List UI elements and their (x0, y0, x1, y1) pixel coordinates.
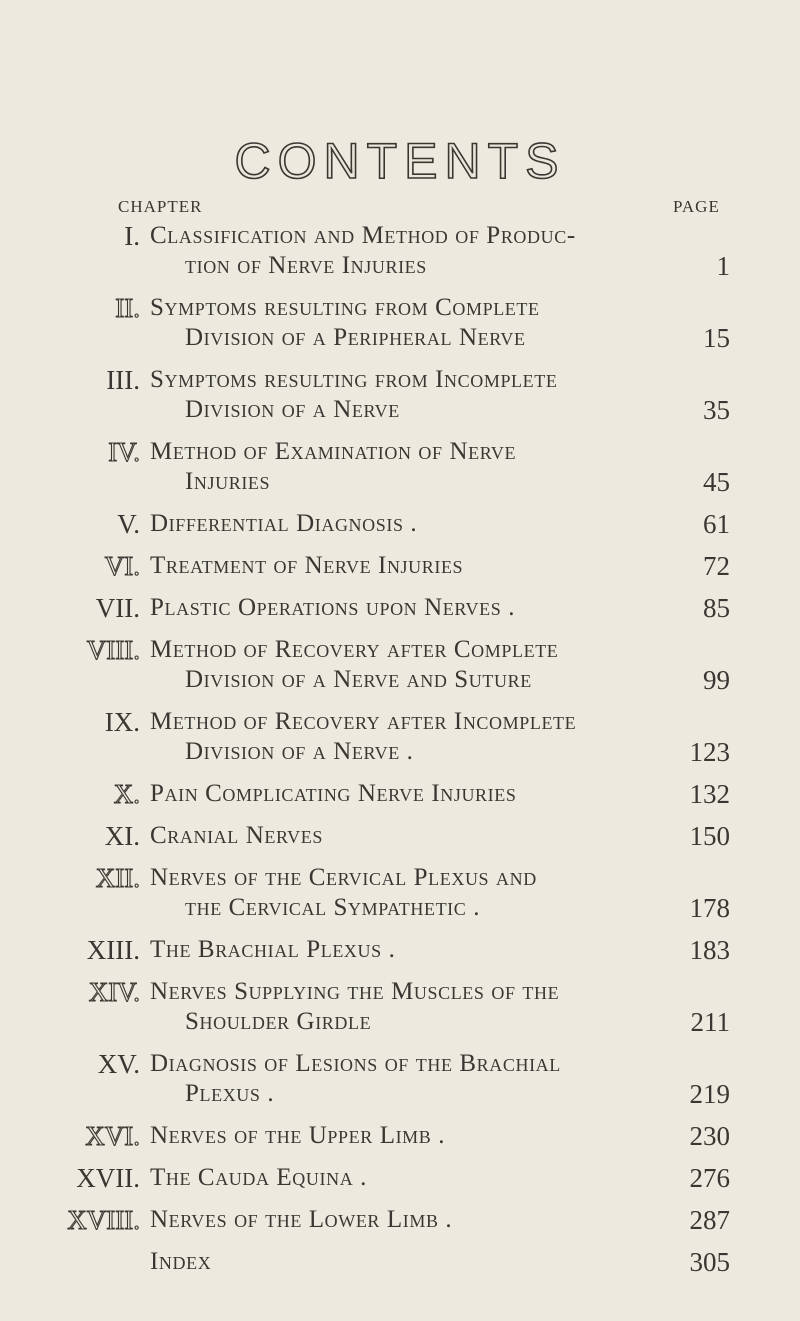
chapter-title: Treatment of Nerve Injuries (150, 552, 464, 579)
chapter-title: the Cervical Sympathetic . (185, 894, 481, 921)
contents-entry-line (0, 1164, 800, 1192)
contents-entry-line (0, 822, 800, 850)
chapter-number: XIII. (86, 935, 140, 965)
chapter-title: Method of Recovery after Incomplete (150, 708, 577, 735)
contents-entry-line (0, 468, 800, 496)
contents-entry-line (0, 222, 800, 250)
chapter-title: Nerves of the Upper Limb . (150, 1122, 446, 1149)
contents-entry-line (0, 738, 800, 766)
page-number: 85 (703, 593, 730, 623)
chapter-title: Shoulder Girdle (185, 1008, 372, 1035)
chapter-number: X. (113, 779, 140, 809)
contents-entry-line (0, 864, 800, 892)
chapter-title: Division of a Nerve and Suture (185, 666, 532, 693)
contents-entry-line (0, 780, 800, 808)
contents-entry-line (0, 510, 800, 538)
page-number: 61 (703, 509, 730, 539)
page-number: 211 (690, 1007, 730, 1037)
chapter-title: Nerves of the Cervical Plexus and (150, 864, 537, 891)
chapter-number: III. (106, 365, 140, 395)
chapter-number: XII. (95, 863, 140, 893)
chapter-number: VI. (104, 551, 140, 581)
chapter-title: Method of Examination of Nerve (150, 438, 517, 465)
chapter-title: Method of Recovery after Complete (150, 636, 559, 663)
page-number: 178 (689, 893, 730, 923)
chapter-title: Diagnosis of Lesions of the Brachial (150, 1050, 561, 1077)
chapter-number: I. (124, 221, 140, 251)
contents-entry-line (0, 438, 800, 466)
chapter-title: Differential Diagnosis . (150, 510, 418, 537)
chapter-title: The Cauda Equina . (150, 1164, 367, 1191)
chapter-title: Symptoms resulting from Incomplete (150, 366, 558, 393)
page-number: 287 (689, 1205, 730, 1235)
chapter-number: XVI. (85, 1121, 140, 1151)
contents-entry-line (0, 252, 800, 280)
chapter-column-header: CHAPTER (118, 197, 203, 216)
contents-entry-line (0, 1008, 800, 1036)
chapter-number: XI. (104, 821, 140, 851)
chapter-title: Division of a Peripheral Nerve (185, 324, 526, 351)
page-number: 183 (689, 935, 730, 965)
chapter-number: VIII. (86, 635, 140, 665)
chapter-title: Classification and Method of Produc- (150, 222, 576, 249)
contents-entry-line (0, 366, 800, 394)
contents-entry-line (0, 978, 800, 1006)
chapter-number: II. (115, 293, 140, 323)
contents-entry-line (0, 294, 800, 322)
chapter-title: Symptoms resulting from Complete (150, 294, 540, 321)
contents-entry-line (0, 636, 800, 664)
chapter-title: Plastic Operations upon Nerves . (150, 594, 516, 621)
contents-entry-line (0, 324, 800, 352)
page-number: 35 (703, 395, 730, 425)
page-number: 99 (703, 665, 730, 695)
page-number: 132 (689, 779, 730, 809)
chapter-number: IX. (104, 707, 140, 737)
chapter-title: Nerves Supplying the Muscles of the (150, 978, 560, 1005)
page-number: 1 (716, 251, 730, 281)
contents-entry-line (0, 1050, 800, 1078)
page-number: 15 (703, 323, 730, 353)
contents-entry-line (0, 1248, 800, 1276)
chapter-title: Plexus . (185, 1080, 275, 1107)
contents-entry-line (0, 894, 800, 922)
page-title: CONTENTS (234, 133, 566, 189)
page-number: 305 (689, 1247, 730, 1277)
contents-entry-line (0, 396, 800, 424)
chapter-title: Cranial Nerves (150, 822, 323, 849)
chapter-title: Injuries (185, 468, 271, 495)
contents-entry-line (0, 936, 800, 964)
contents-entry-line (0, 1206, 800, 1234)
contents-entry-line (0, 1080, 800, 1108)
contents-entry-line (0, 594, 800, 622)
chapter-title: Pain Complicating Nerve Injuries (150, 780, 517, 807)
page-number: 219 (689, 1079, 730, 1109)
page-number: 230 (689, 1121, 730, 1151)
chapter-title: Index (150, 1248, 212, 1275)
chapter-number: XVII. (76, 1163, 140, 1193)
chapter-number: VII. (95, 593, 140, 623)
page-number: 72 (703, 551, 730, 581)
chapter-title: Nerves of the Lower Limb . (150, 1206, 453, 1233)
contents-entry-line (0, 552, 800, 580)
chapter-number: XIV. (88, 977, 140, 1007)
chapter-title: tion of Nerve Injuries (185, 252, 427, 279)
chapter-number: XVIII. (67, 1205, 140, 1235)
chapter-number: V. (117, 509, 140, 539)
page-column-header: PAGE (673, 197, 720, 216)
page-number: 45 (703, 467, 730, 497)
chapter-title: Division of a Nerve (185, 396, 400, 423)
chapter-number: IV. (108, 437, 140, 467)
chapter-title: The Brachial Plexus . (150, 936, 396, 963)
contents-entry-line (0, 1122, 800, 1150)
page-number: 150 (689, 821, 730, 851)
page-number: 123 (689, 737, 730, 767)
chapter-title: Division of a Nerve . (185, 738, 414, 765)
chapter-number: XV. (97, 1049, 140, 1079)
contents-entry-line (0, 666, 800, 694)
contents-entry-line (0, 708, 800, 736)
page-number: 276 (689, 1163, 730, 1193)
